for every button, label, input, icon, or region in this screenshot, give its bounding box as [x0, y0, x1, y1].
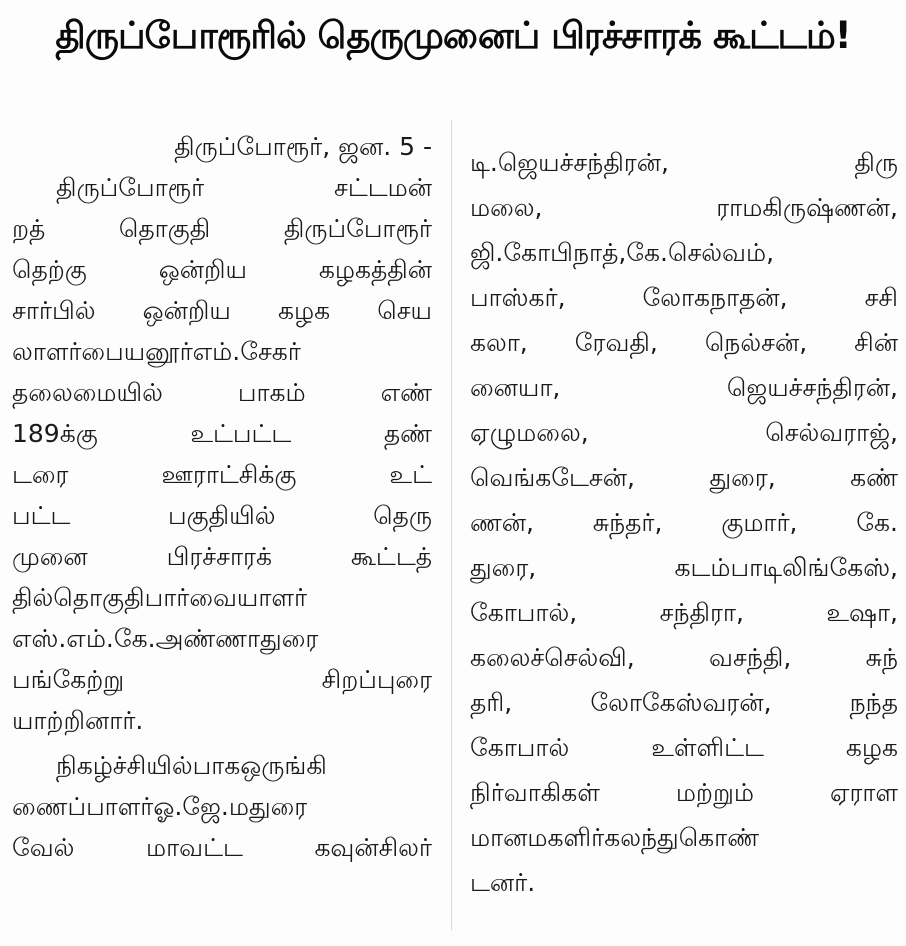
body-line: பங்கேற்று சிறப்புரை [12, 665, 432, 694]
body-line: பாஸ்கர், லோகநாதன், சசி [470, 283, 898, 312]
body-line: றத் தொகுதி திருப்போரூர் [12, 214, 432, 243]
body-line: ணன், சுந்தர், குமார், கே. [470, 508, 898, 537]
body-line: ணைப்பாளர்ஓ.ஜே.மதுரை [12, 792, 308, 821]
article-headline: திருப்போரூரில் தெருமுனைப் பிரச்சாரக் கூட்டம்! [55, 14, 851, 57]
body-line: நிர்வாகிகள் மற்றும் ஏராள [470, 778, 898, 807]
body-line: ஜி.கோபிநாத்,கே.செல்வம், [470, 238, 775, 267]
right-column [470, 140, 898, 905]
body-line: கோபால் உள்ளிட்ட கழக [470, 733, 898, 762]
body-line: வேல் மாவட்ட கவுன்சிலர் [12, 833, 432, 862]
body-line: டனர். [470, 868, 536, 897]
body-line: துரை, கடம்பாடிலிங்கேஸ், [470, 553, 898, 582]
left-column [12, 126, 432, 868]
body-line: திருப்போரூர் சட்டமன் [56, 173, 432, 202]
body-line: பட்ட பகுதியில் தெரு [12, 501, 432, 530]
body-line: முனை பிரச்சாரக் கூட்டத் [12, 542, 432, 571]
body-line: டரை ஊராட்சிக்கு உட் [12, 460, 432, 489]
body-line: தரி, லோகேஸ்வரன், நந்த [470, 688, 898, 717]
body-line: மானமகளிர்கலந்துகொண் [470, 823, 760, 852]
body-line: கலைச்செல்வி, வசந்தி, சுந் [470, 643, 898, 672]
body-line: கோபால், சந்திரா, உஷா, [470, 598, 898, 627]
dateline: திருப்போரூர், ஜன. 5 - [174, 132, 432, 161]
body-line: மலை, ராமகிருஷ்ணன், [470, 193, 898, 222]
body-line: ஏழுமலை, செல்வராஜ், [470, 418, 898, 447]
body-line: எஸ்.எம்.கே.அண்ணாதுரை [12, 624, 319, 653]
body-line: கலா, ரேவதி, நெல்சன், சின் [470, 328, 898, 357]
body-line: தில்தொகுதிபார்வையாளர் [12, 583, 308, 612]
body-line: தலைமையில் பாகம் எண் [12, 378, 432, 407]
body-line: டி.ஜெயச்சந்திரன், திரு [470, 148, 898, 177]
column-divider [451, 120, 452, 930]
body-line: சார்பில் ஒன்றிய கழக செய [12, 296, 432, 325]
body-line: னையா, ஜெயச்சந்திரன், [470, 373, 898, 402]
body-line: நிகழ்ச்சியில்பாகஒருங்கி [56, 751, 327, 780]
body-line: 189க்கு உட்பட்ட தண் [12, 419, 432, 448]
body-line: வெங்கடேசன், துரை, கண் [470, 463, 898, 492]
body-line: தெற்கு ஒன்றிய கழகத்தின் [12, 255, 432, 284]
body-line: யாற்றினார். [12, 706, 144, 735]
body-line: லாளர்பையனூர்எம்.சேகர் [12, 337, 301, 366]
